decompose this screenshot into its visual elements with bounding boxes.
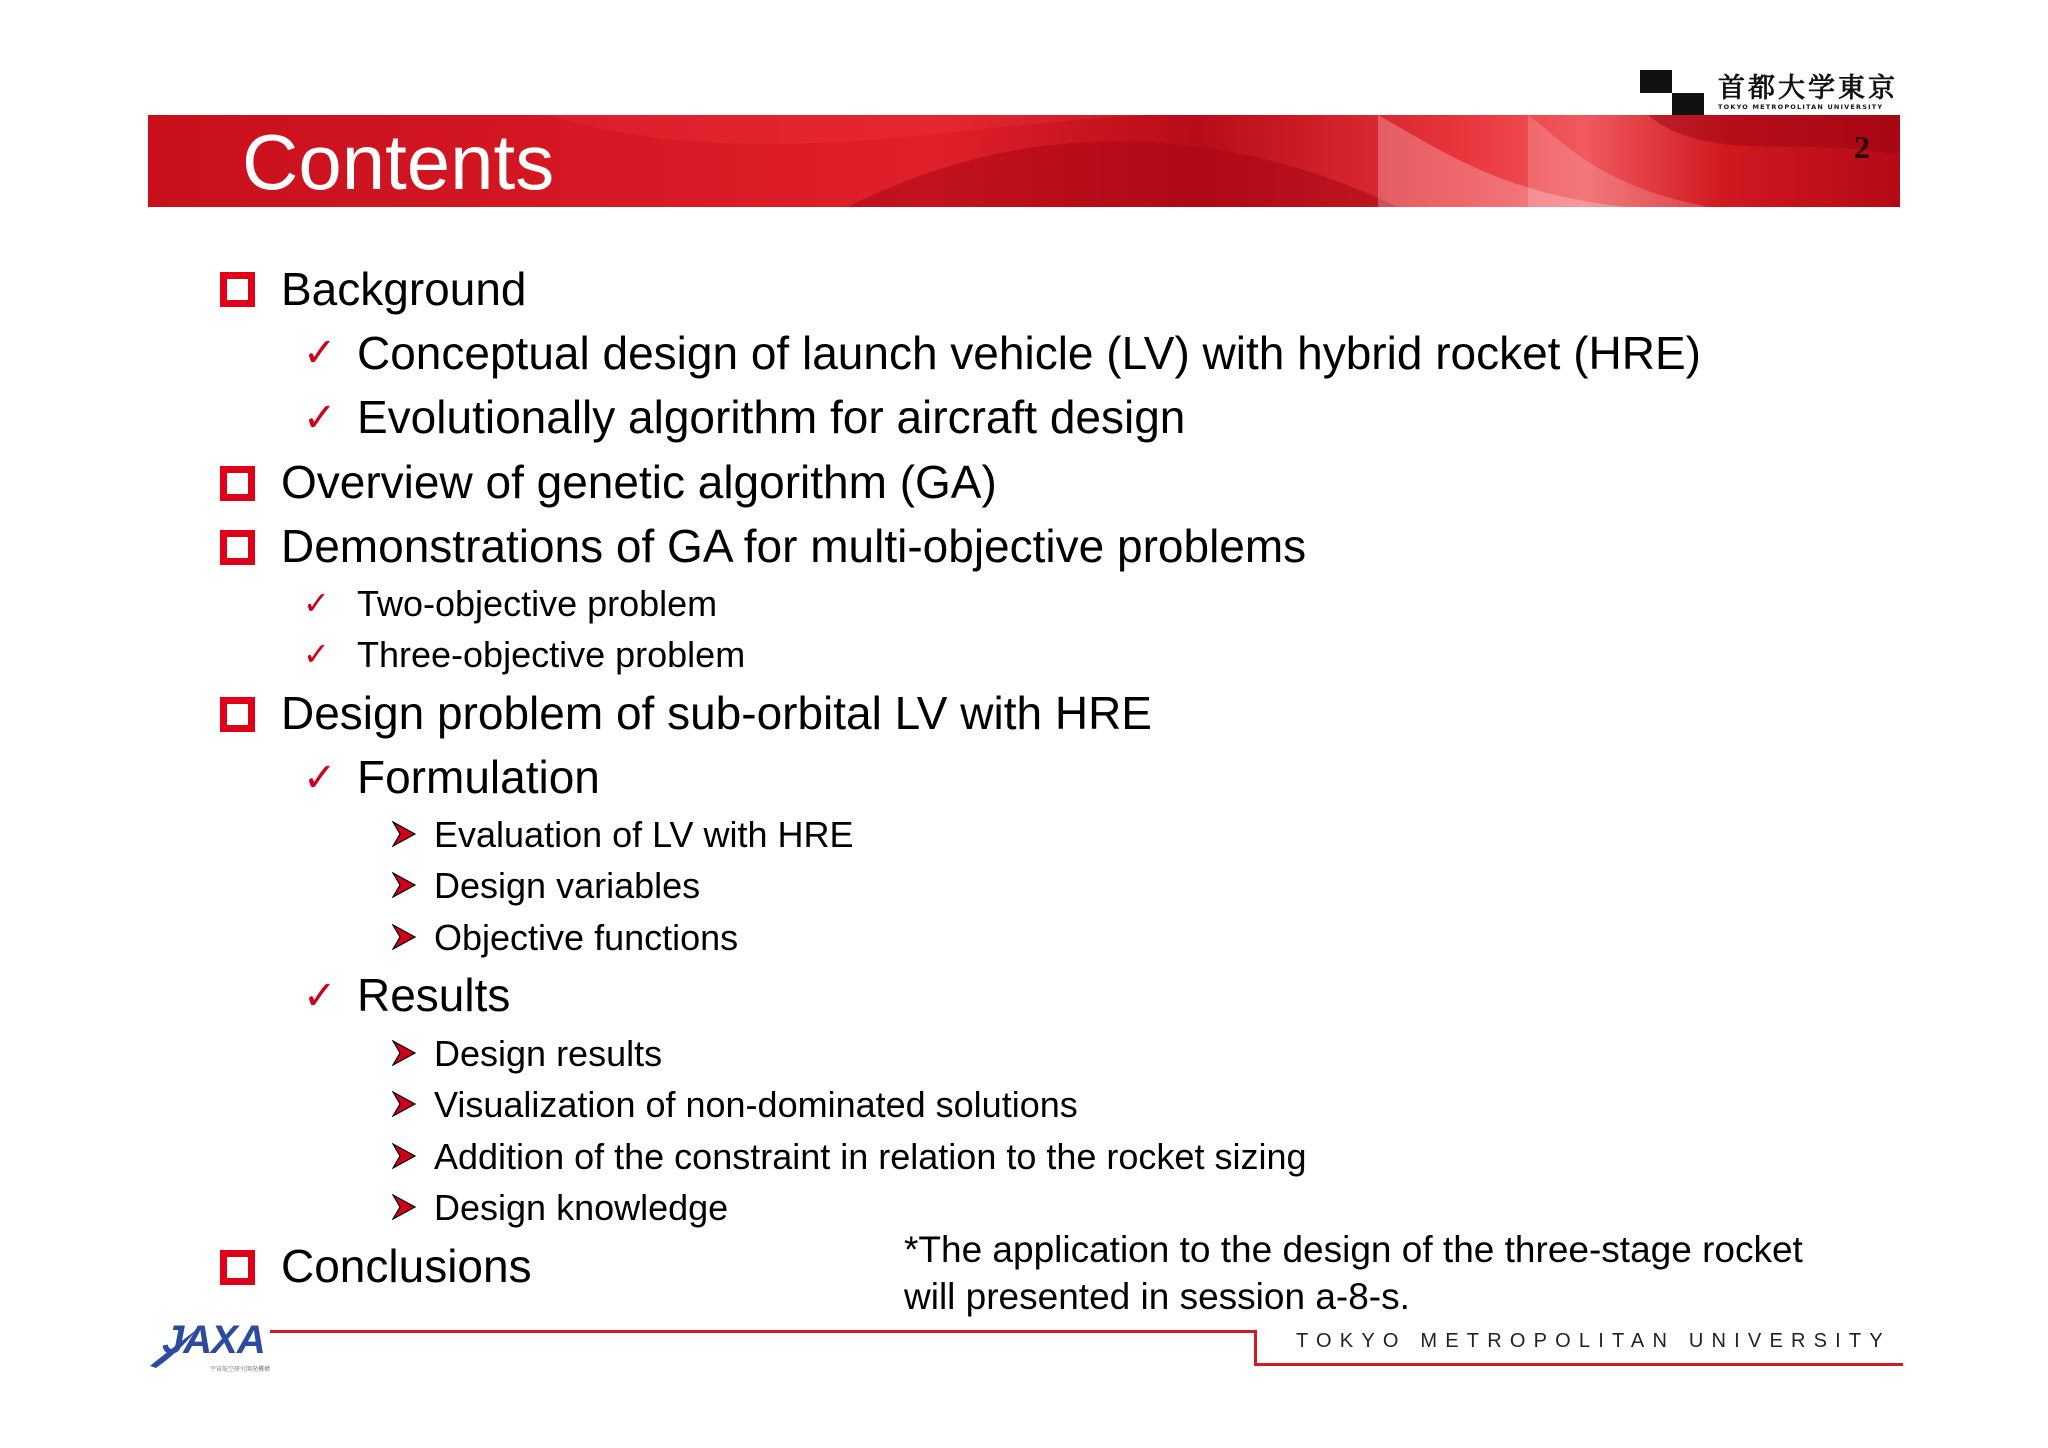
list-item-evaluation: Evaluation of LV with HRE — [434, 814, 854, 855]
square-bullet-icon — [220, 272, 255, 307]
arrowhead-icon — [392, 1091, 416, 1117]
session-note-line2: will presented in session a-8-s. — [904, 1276, 1410, 1317]
list-item-conceptual: Conceptual design of launch vehicle (LV) with hybrid rocket (HRE) — [357, 327, 1701, 379]
list-item-evolutionally: Evolutionally algorithm for aircraft design — [357, 391, 1186, 443]
list-item-addition-constraint: Addition of the constraint in relation to the rocket sizing — [434, 1136, 1307, 1177]
checkmark-icon: ✓ — [303, 395, 337, 441]
list-item-background: Background — [281, 263, 527, 315]
arrowhead-icon — [392, 872, 416, 898]
list-item-objective-functions: Objective functions — [434, 917, 739, 958]
arrowhead-icon — [392, 1143, 416, 1169]
arrowhead-icon — [392, 1040, 416, 1066]
jaxa-logo-subtext: 宇宙航空研究開発機構 — [210, 1367, 271, 1373]
university-logo-jp: 首都大学東京 — [1718, 73, 1898, 104]
jaxa-logo — [148, 1318, 278, 1378]
list-item-three-objective: Three-objective problem — [357, 634, 746, 675]
session-note — [904, 1226, 1803, 1320]
checkmark-icon: ✓ — [303, 330, 337, 376]
checkmark-icon: ✓ — [303, 973, 337, 1019]
checkmark-icon: ✓ — [303, 584, 330, 622]
page-number: 2 — [1854, 129, 1870, 165]
list-item-conclusions: Conclusions — [281, 1240, 532, 1292]
list-item-results: Results — [357, 969, 511, 1021]
title-banner — [148, 115, 1900, 207]
list-item-visualization: Visualization of non-dominated solutions — [434, 1084, 1078, 1125]
university-logo-mark — [1640, 70, 1704, 116]
square-bullet-icon — [220, 466, 255, 501]
arrowhead-icon — [392, 821, 416, 847]
list-item-design-problem: Design problem of sub-orbital LV with HRE — [281, 687, 1152, 739]
arrowhead-icon — [392, 1194, 416, 1220]
checkmark-icon: ✓ — [303, 755, 337, 801]
arrowhead-icon — [392, 924, 416, 950]
square-bullet-icon — [220, 1250, 255, 1285]
square-bullet-icon — [220, 530, 255, 565]
checkmark-icon: ✓ — [303, 635, 330, 673]
jaxa-logo-text: JAXA — [162, 1318, 265, 1362]
university-logo-en: TOKYO METROPOLITAN UNIVERSITY — [1718, 103, 1884, 111]
university-logo — [1640, 66, 1900, 116]
list-item-two-objective: Two-objective problem — [357, 583, 718, 624]
page-title: Contents — [242, 118, 555, 206]
footer-university-name: TOKYO METROPOLITAN UNIVERSITY — [1296, 1330, 1891, 1352]
list-item-overview-ga: Overview of genetic algorithm (GA) — [281, 456, 997, 508]
square-bullet-icon — [220, 697, 255, 732]
list-item-design-variables: Design variables — [434, 865, 701, 906]
session-note-line1: *The application to the design of the three-stage rocket — [904, 1229, 1803, 1270]
list-item-design-knowledge: Design knowledge — [434, 1187, 729, 1228]
list-item-demonstrations: Demonstrations of GA for multi-objective problems — [281, 520, 1307, 572]
footer-divider — [270, 1330, 1256, 1333]
list-item-design-results: Design results — [434, 1033, 663, 1074]
list-item-formulation: Formulation — [357, 751, 600, 803]
